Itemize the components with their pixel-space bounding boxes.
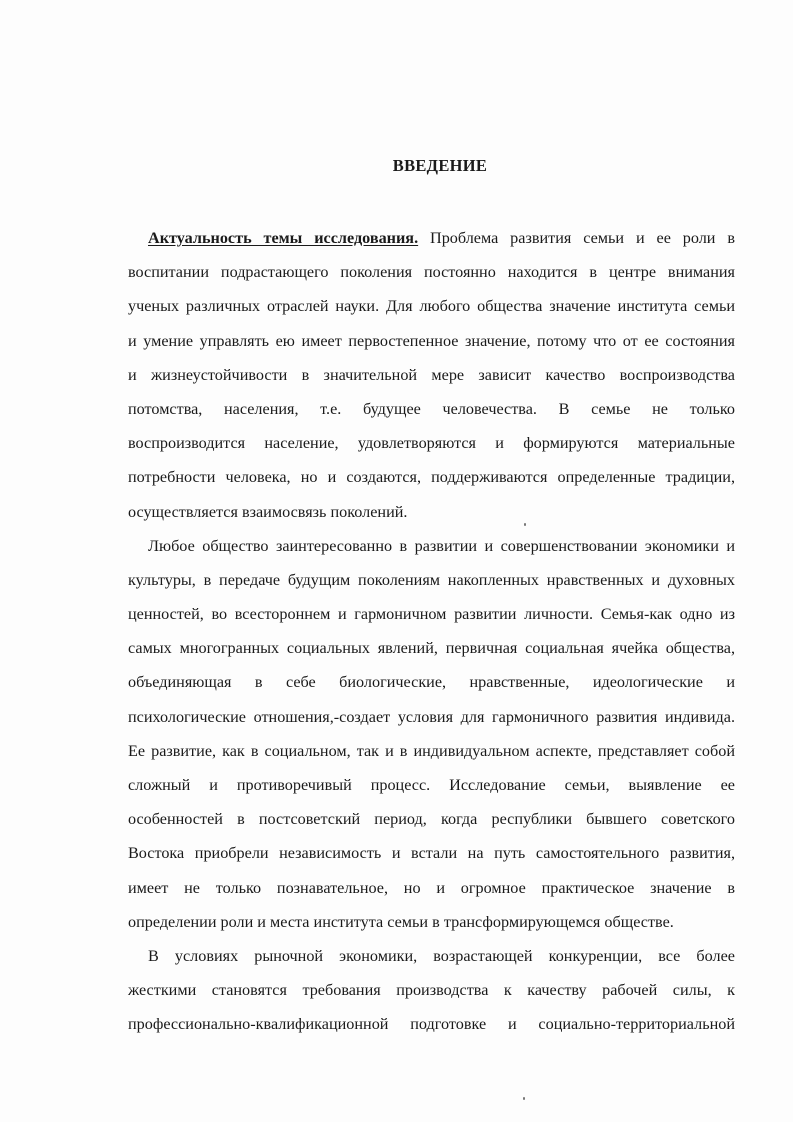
page-title: ВВЕДЕНИЕ [392,156,488,175]
text-line: имеет не только познавательное, но и огромное практическое значение в [128,878,735,897]
text-line: Любое общество заинтересованно в развитии и совершенствовании экономики и [148,536,735,555]
text-line: психологические отношения,-создает условия для гармоничного развития индивида. [128,707,735,726]
text-line: особенностей в постсоветский период, когда республики бывшего советского [128,810,735,829]
text-line: Востока приобрели независимость и встали на путь самостоятельного развития, [128,844,735,863]
text-line: и умение управлять ею имеет первостепенное значение, потому что от ее состояния [128,331,735,350]
text-line [128,221,735,255]
text-line: жесткими становятся требования производства к качеству рабочей силы, к [128,981,735,1000]
text-line: воспроизводится население, удовлетворяются и формируются материальные [128,434,735,453]
text-line: воспитании подрастающего поколения постоянно находится в центре внимания [128,263,735,282]
text-line: осуществляется взаимосвязь поколений. [128,502,408,521]
text-line: сложный и противоречивый процесс. Исследование семьи, выявление ее [128,776,735,794]
text-line: Ее развитие, как в социальном, так и в индивидуальном аспекте, представляет собой [128,741,735,760]
text-line: потомства, населения, т.е. будущее человечества. В семье не только [128,399,735,418]
text-line: ценностей, во всестороннем и гармоничном развитии личности. Семья-как одно из [128,605,735,624]
document-body [128,221,735,1042]
text-line: культуры, в передаче будущим поколениям накопленных нравственных и духовных [128,570,735,589]
text-line: объединяющая в себе биологические, нравственные, идеологические и [128,673,735,692]
text-line: самых многогранных социальных явлений, первичная социальная ячейка общества, [128,639,735,658]
section-lead: Актуальность темы исследования. [148,229,419,247]
scan-speck [523,1097,525,1100]
scan-speck [524,523,526,526]
text-line: определении роли и места института семьи в трансформирующемся обществе. [128,912,674,931]
text-line-rest: Проблема развития семьи и ее роли в [418,229,735,247]
text-line: и жизнеустойчивости в значительной мере зависит качество воспроизводства [128,365,735,384]
paragraph-society [128,529,735,939]
text-line: профессионально-квалификационной подготовке и социально-территориальной [128,1015,735,1034]
paragraph-relevance [128,221,735,529]
text-line: В условиях рыночной экономики, возрастающей конкуренции, все более [148,946,735,965]
paragraph-market [128,939,735,1042]
text-line: потребности человека, но и создаются, поддерживаются определенные традиции, [128,468,735,487]
text-line: ученых различных отраслей науки. Для любого общества значение института семьи [128,297,735,316]
